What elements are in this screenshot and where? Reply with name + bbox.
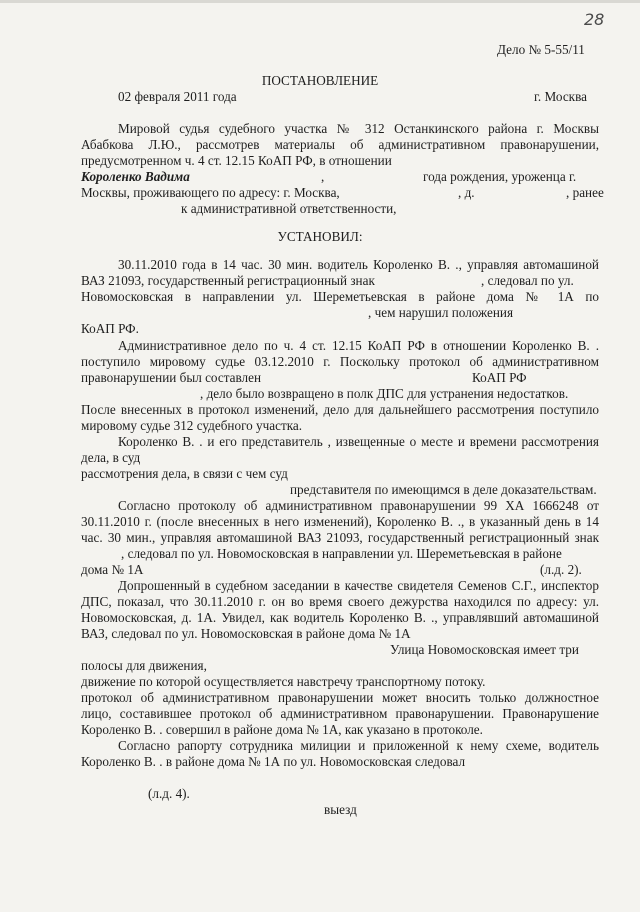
- intro-line-5a: Москвы, проживающего по адресу: г. Москва,: [81, 185, 340, 200]
- section-title: УСТАНОВИЛ:: [277, 229, 363, 244]
- p5-line-9: лицо, составившее протокол об административном правонарушении. Правонарушение: [81, 706, 599, 721]
- p5-line-1: Допрошенный в судебном заседании в качестве свидетеля Семенов С.Г., инспектор: [118, 578, 599, 593]
- p1-line-4: , чем нарушил положения: [368, 305, 514, 320]
- p3-line-3: рассмотрения дела, в связи с чем суд: [81, 466, 288, 481]
- p2-line-2: поступило мировому судье 03.12.2010 г. Поскольку протокол об административном: [81, 354, 599, 369]
- p1-line-3: Новомосковская в направлении ул. Шереметьевская в районе дома № 1А по: [81, 289, 599, 304]
- p6-line-4: выезд: [324, 802, 357, 817]
- p4-line-5b: (л.д. 2).: [540, 562, 582, 577]
- p6-line-2: Короленко В. . в районе дома № 1А по ул. Новомосковская следовал: [81, 754, 466, 769]
- p4-line-5a: дома № 1А: [81, 562, 144, 577]
- p5-line-10: Короленко В. . совершил в районе дома № 1А, как указано в протоколе.: [81, 722, 483, 737]
- p3-line-1: Короленко В. . и его представитель , извещенные о месте и времени рассмотрения: [118, 434, 599, 449]
- p5-line-2: ДПС, показал, что 30.11.2010 г. он во время своего дежурства находился по адресу: ул.: [81, 594, 599, 609]
- p5-line-3: Новомосковская, д. 1А. Увидел, как водитель Короленко В. ., управлявший автомашиной: [81, 610, 599, 625]
- document-city: г. Москва: [534, 89, 587, 104]
- intro-line-1: Мировой судья судебного участка № 312 Останкинского района г. Москвы: [118, 121, 599, 136]
- intro-line-3: предусмотренном ч. 4 ст. 12.15 КоАП РФ, в отношении: [81, 153, 392, 168]
- p4-line-3: час. 30 мин., управляя автомашиной ВАЗ 21093, государственный регистрационный знак: [81, 530, 599, 545]
- p5-line-6: полосы для движения,: [81, 658, 207, 673]
- intro-line-4-tail: года рождения, уроженца г.: [423, 169, 577, 184]
- intro-line-2: Абабкова Л.Ю., рассмотрев материалы об административном правонарушении,: [81, 137, 599, 152]
- p5-line-5: Улица Новомосковская имеет три: [390, 642, 579, 657]
- p3-line-2: дела, в суд: [81, 450, 141, 465]
- p2-line-5: После внесенных в протокол изменений, дело для дальнейшего рассмотрения поступило: [81, 402, 599, 417]
- defendant-name: Короленко Вадима: [81, 169, 190, 184]
- handwritten-page-number: 28: [584, 10, 605, 29]
- intro-comma: ,: [321, 169, 325, 184]
- p2-line-3a: правонарушении был составлен: [81, 370, 262, 385]
- p4-line-2: 30.11.2010 г. (после внесенных в него изменений), Короленко В. ., в указанный день в 14: [81, 514, 599, 529]
- p6-line-1: Согласно рапорту сотрудника милиции и приложенной к нему схеме, водитель: [118, 738, 599, 753]
- scan-edge: [0, 0, 640, 3]
- p5-line-8: протокол об административном правонарушении может вносить только должностное: [81, 690, 599, 705]
- p1-line-2a: ВАЗ 21093, государственный регистрационный знак: [81, 273, 375, 288]
- p5-line-7: движение по которой осуществляется навстречу транспортному потоку.: [81, 674, 486, 689]
- p2-line-1: Административное дело по ч. 4 ст. 12.15 КоАП РФ в отношении Короленко В. .: [118, 338, 599, 353]
- p1-line-2b: , следовал по ул.: [481, 273, 574, 288]
- p4-line-1: Согласно протоколу об административном правонарушении 99 ХА 1666248 от: [118, 498, 599, 513]
- intro-line-5c: , ранее: [566, 185, 604, 200]
- p4-line-4: , следовал по ул. Новомосковская в направлении ул. Шереметьевская в районе: [121, 546, 562, 561]
- p1-line-1: 30.11.2010 года в 14 час. 30 мин. водитель Короленко В. ., управляя автомашиной: [118, 257, 599, 272]
- document-date: 02 февраля 2011 года: [118, 89, 237, 104]
- intro-line-5b: , д.: [458, 185, 475, 200]
- p3-line-4: представителя по имеющимся в деле доказательствам.: [290, 482, 597, 497]
- document-title: ПОСТАНОВЛЕНИЕ: [261, 73, 379, 88]
- intro-line-6: к административной ответственности,: [181, 201, 397, 216]
- case-number: Дело № 5-55/11: [497, 42, 585, 57]
- p2-line-3b: КоАП РФ: [472, 370, 527, 385]
- p5-line-4a: ВАЗ, следовал по ул. Новомосковская в районе дома № 1А: [81, 626, 411, 641]
- p2-line-4: , дело было возвращено в полк ДПС для устранения недостатков.: [200, 386, 569, 401]
- p2-line-6: мировому судье 312 судебного участка.: [81, 418, 303, 433]
- p1-line-5: КоАП РФ.: [81, 321, 139, 336]
- p6-line-3: (л.д. 4).: [148, 786, 190, 801]
